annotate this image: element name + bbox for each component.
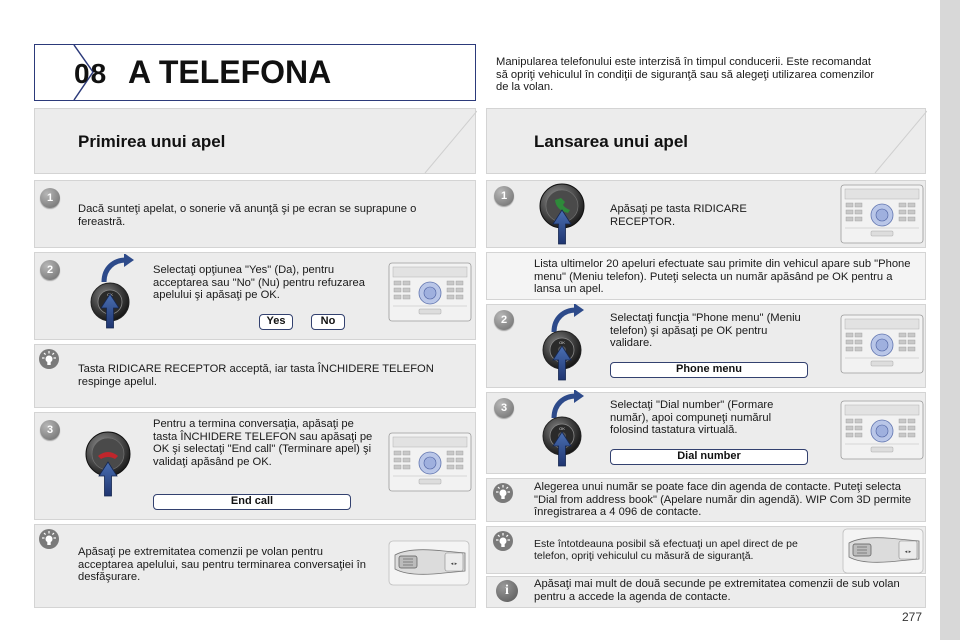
tip-lightbulb-icon: [38, 348, 60, 370]
chapter-number: 08: [74, 58, 108, 89]
ok-knob-icon: [534, 304, 596, 388]
intro-warning-text: Manipularea telefonului este interzisă în timpul conducerii. Este recomandat să opriţi vehiculul în condiţii de siguranţă sau să alegeţi utilizarea comenzilor de la volan.: [496, 56, 875, 94]
step-badge-1: 1: [494, 186, 514, 206]
info-icon: i: [496, 580, 518, 602]
ok-knob-icon: [534, 390, 596, 474]
right-tip1-text: Alegerea unui număr se poate face din agenda de contacte. Puteţi selecta "Dial from address book" (Apelare număr din agendă). WIP Com 3D permite înregistrarea a 4 096 de contacte.: [534, 481, 912, 519]
right-info-text: Apăsaţi mai mult de două secunde pe extremitatea comenzii de sub volan pentru a accede la agenda de contacte.: [534, 578, 900, 603]
yes-option-label: Yes: [259, 314, 293, 330]
step-badge-1: 1: [40, 188, 60, 208]
right-section-title: Lansarea unui apel: [534, 132, 688, 151]
left-step3-text: Pentru a termina conversaţia, apăsaţi pe tasta ÎNCHIDERE TELEFON sau apăsaţi pe OK şi selectaţi "End call" (Terminare apel) şi validaţi apăsând pe OK.: [153, 418, 373, 468]
tip-lightbulb-icon: [38, 528, 60, 550]
radio-panel-thumbnail: [840, 184, 924, 244]
right-step3-text: Selectaţi "Dial number" (Formare număr), apoi compuneţi numărul folosind tastatura virtuală.: [610, 399, 774, 437]
right-tip2-text: Este întotdeauna posibil să efectuaţi un apel direct de pe telefon, opriţi vehiculul cu măsură de siguranţă.: [534, 538, 798, 562]
right-step2-text: Selectaţi funcţia "Phone menu" (Meniu telefon) şi apăsaţi pe OK pentru validare.: [610, 312, 801, 350]
section-header-corner: [865, 109, 927, 175]
phone-menu-label: Phone menu: [610, 362, 808, 378]
step-badge-2: 2: [40, 260, 60, 280]
step-badge-2: 2: [494, 310, 514, 330]
pickup-button-icon: [532, 180, 592, 248]
left-tip1-text: Tasta RIDICARE RECEPTOR acceptă, iar tasta ÎNCHIDERE TELEFON respinge apelul.: [78, 363, 434, 388]
steering-stalk-thumbnail: [842, 528, 924, 574]
tip-lightbulb-icon: [492, 482, 514, 504]
radio-panel-thumbnail: [388, 432, 472, 492]
page-number: 277: [902, 610, 923, 624]
left-section-title: Primirea unui apel: [78, 132, 226, 151]
chapter-title: A TELEFONA: [128, 54, 332, 90]
radio-panel-thumbnail: [388, 262, 472, 322]
hangup-button-icon: [80, 418, 138, 508]
page-side-strip: [940, 0, 960, 640]
radio-panel-thumbnail: [840, 400, 924, 460]
no-option-label: No: [311, 314, 345, 330]
right-list-note-text: Lista ultimelor 20 apeluri efectuate sau primite din vehicul apare sub "Phone menu" (Meniu telefon). Puteţi selecta un număr apăsând pe OK pentru a lansa un apel.: [534, 258, 911, 296]
left-step1-text: Dacă sunteţi apelat, o sonerie vă anunţă şi pe ecran se suprapune o fereastră.: [78, 203, 417, 228]
section-header-corner: [415, 109, 477, 175]
tip-lightbulb-icon: [492, 530, 514, 552]
left-tip2-text: Apăsaţi pe extremitatea comenzii pe volan pentru acceptarea apelului, sau pentru terminarea conversaţiei în desfăşurare.: [78, 546, 366, 584]
step-badge-3: 3: [40, 420, 60, 440]
left-step2-text: Selectaţi opţiunea "Yes" (Da), pentru acceptarea sau "No" (Nu) pentru refuzarea apelului şi apăsaţi pe OK.: [153, 264, 365, 302]
dial-number-label: Dial number: [610, 449, 808, 465]
end-call-label: End call: [153, 494, 351, 510]
ok-knob-icon: [84, 254, 146, 338]
radio-panel-thumbnail: [840, 314, 924, 374]
right-step1-text: Apăsaţi pe tasta RIDICARE RECEPTOR.: [610, 203, 747, 228]
step-badge-3: 3: [494, 398, 514, 418]
steering-stalk-thumbnail: [388, 540, 470, 586]
